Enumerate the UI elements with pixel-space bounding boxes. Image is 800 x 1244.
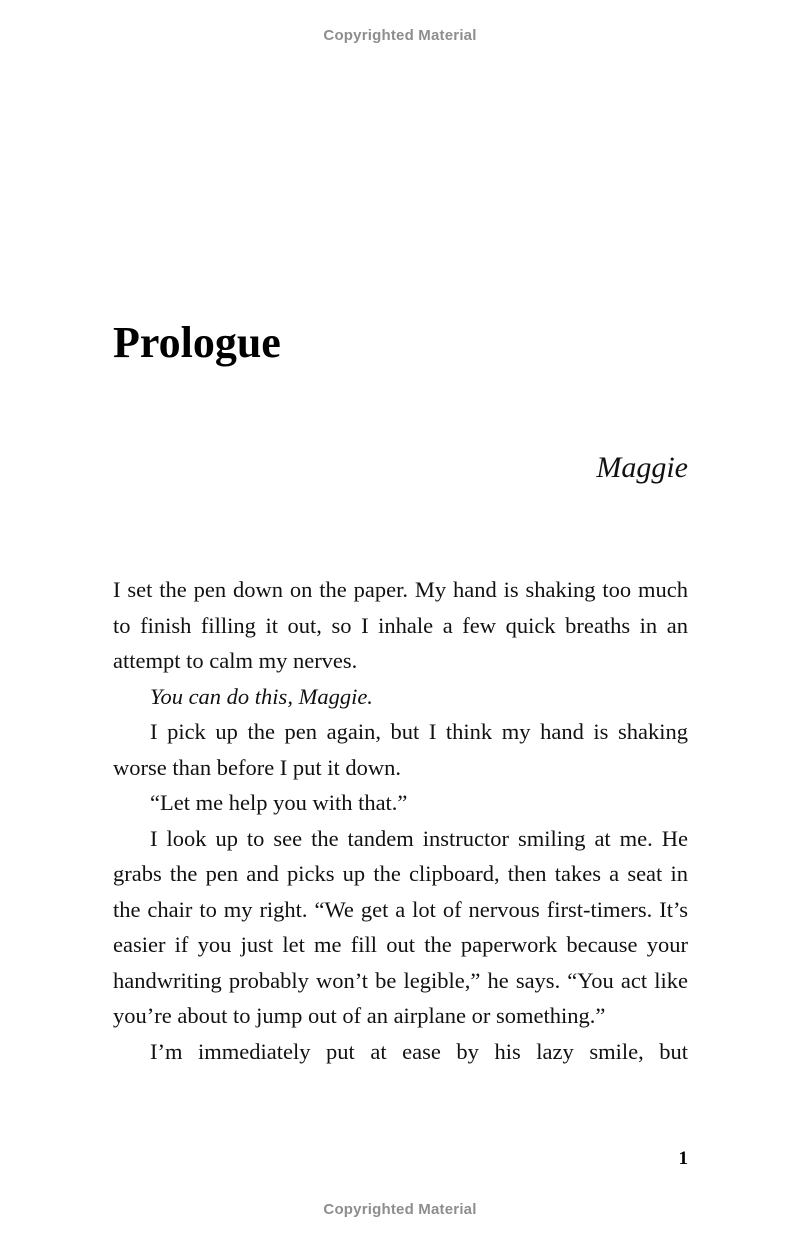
paragraph: I look up to see the tandem instructor smiling at me. He grabs the pen and picks up the clipboard, then takes a seat in the chair to my right. “We get a lot of nervous first-timers. It’s easier if you just let me fill out the paperwork because your handwriting probably won’t be legible,” he says. “You act like you’re about to jump out of an airplane or something.”: [113, 825, 688, 1028]
narrator-name: Maggie: [596, 451, 688, 484]
paragraph: I pick up the pen again, but I think my hand is shaking worse than before I put it down.: [113, 719, 688, 780]
body-text: [113, 572, 688, 1069]
italic-thought-name: Maggie.: [298, 683, 373, 709]
copyright-watermark-top: Copyrighted Material: [323, 27, 477, 44]
copyright-watermark-bottom: Copyrighted Material: [323, 1201, 477, 1218]
page-number: 1: [678, 1148, 688, 1169]
paragraph-continued: I’m immediately put at ease by his lazy smile, but: [150, 1038, 688, 1064]
paragraph-italic-thought: [113, 679, 688, 715]
chapter-title: Prologue: [113, 318, 281, 367]
paragraph-dialogue: “Let me help you with that.”: [150, 790, 408, 815]
italic-thought-text: You can do this,: [150, 683, 293, 709]
paragraph: I set the pen down on the paper. My hand is shaking too much to finish filling it out, so I inhale a few quick breaths in an attempt to calm my nerves.: [113, 577, 688, 673]
